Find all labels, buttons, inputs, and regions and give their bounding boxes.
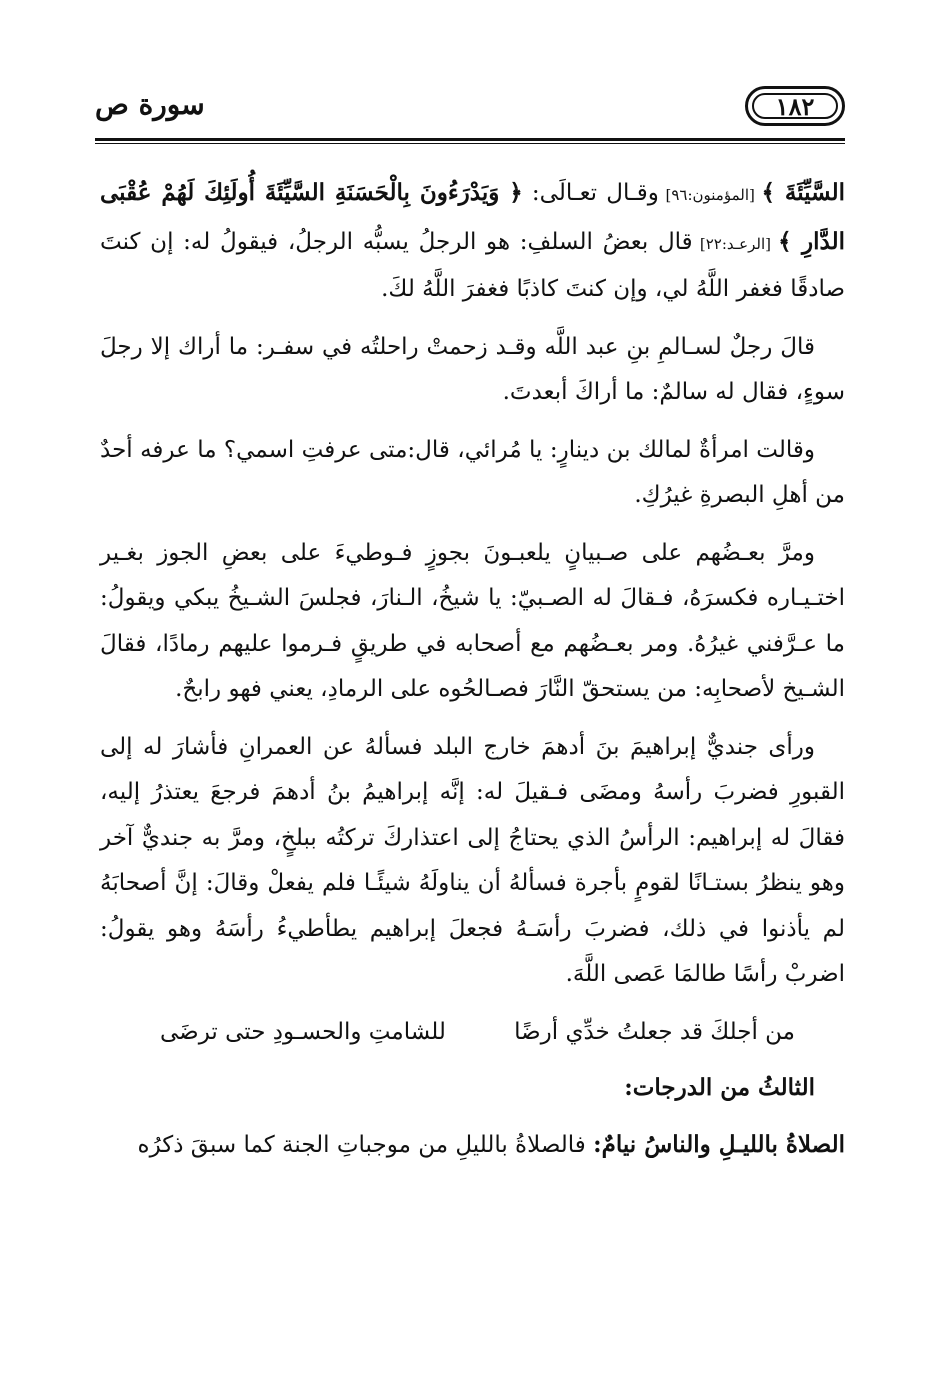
poetry-verse	[100, 1010, 845, 1055]
page-number-badge	[745, 86, 845, 126]
verse-reference: [المؤمنون:٩٦]	[658, 186, 762, 204]
paragraph-text: قال بعضُ السلفِ: هو الرجلُ يسبُّه الرجلُ، فيقولُ له: إن كنتَ صادقًا فغفر اللَّهُ لي، وإن كنتَ كاذبًا فغفرَ اللَّهُ لكَ.	[100, 228, 845, 302]
page-number: ١٨٢	[775, 91, 815, 121]
header-divider	[95, 138, 845, 141]
paragraph-text: وقـال تعـالَى:	[522, 180, 659, 206]
verse-second-hemistich: للشامتِ والحسـودِ حتى ترضَى	[160, 1018, 446, 1045]
paragraph-5	[100, 725, 845, 998]
section-heading: الثالثُ من الدرجات:	[624, 1073, 815, 1101]
surah-title: سورة ص	[95, 88, 205, 121]
paragraph-final	[100, 1122, 845, 1169]
paragraph-text: فالصلاةُ بالليلِ من موجباتِ الجنة كما سبقَ ذكرُه	[137, 1131, 594, 1158]
paragraph-text: ورأى جنديٌّ إبراهيمَ بنَ أدهمَ خارج البلد فسألهُ عن العمرانِ فأشارَ له إلى القبورِ فضربَ رأسهُ ومضَى فـقيلَ له: إنَّه إبراهيمُ بنُ أدهمَ فرجعَ يعتذرُ إليه، فقالَ له إبراهيم: الرأسُ الذي يحتاجُ إلى اعتذاركَ تركتُه ببلخٍ، ومرَّ به جنديٌّ آخر وهو ينظرُ بستـانًا لقومٍ بأجرة فسألهُ أن يناولَهُ شيئًـا فلم يفعلْ وقالَ: إنَّ أصحابَهُ لم يأذنوا في ذلك، فضربَ رأسَـهُ فجعلَ إبراهيم يطأطيءُ رأسَهُ وهو يقولُ: اضربْ رأسًا طالمَا عَصى اللَّهَ.	[100, 733, 845, 987]
paragraph-2	[100, 325, 845, 416]
quran-verse-end: السَّيِّئَةَ ﴾	[761, 179, 845, 206]
verse-first-hemistich: من أجلكَ قد جعلتُ خدِّي أرضًا	[514, 1018, 795, 1045]
paragraph-text: وقالت امرأةٌ لمالك بن دينارٍ: يا مُرائي، قال:متى عرفتِ اسمي؟ ما عرفه أحدٌ من أهلِ البصرةِ غيرُكِ.	[100, 436, 845, 508]
paragraph-4	[100, 531, 845, 713]
paragraph-lead: الصلاةُ بالليـلِ والناسُ نيامٌ:	[593, 1130, 845, 1158]
paragraph-3	[100, 428, 845, 519]
page-body	[100, 170, 845, 1180]
quran-verse: ﴿ وَيَدْرَءُونَ بِالْحَسَنَةِ السَّيِّئَةَ أُولَئِكَ لَهُمْ عُقْبَى الدَّارِ ﴾	[100, 179, 846, 255]
header-divider-thin	[95, 143, 845, 144]
paragraph-1	[100, 170, 845, 313]
verse-reference: [الرعـد:٢٢]	[692, 234, 779, 253]
paragraph-text: قالَ رجلٌ لسـالمِ بنِ عبد اللَّه وقـد زحمتْ راحلتُه في سفـر: ما أراك إلا رجلَ سوءٍ، فقال له سالمٌ: ما أراكَ أبعدتَ.	[100, 333, 845, 405]
page-header	[95, 80, 845, 144]
paragraph-text: ومرَّ بعـضُهم على صـبيانٍ يلعبـونَ بجوزٍ فـوطيءَ على بعضِ الجوز بغـير اختـيـاره فكسرَهُ، فـقالَ له الصـبيّ: يا شيخُ، الـنارَ، فجلسَ الشـيخُ يبكي ويقولُ: ما عـرَّفني غيرُهُ. ومر بعـضُهم مع أصحابه في طريقٍ فـرموا عليهم رمادًا، فقالَ الشـيخ لأصحابِه: من يستحقّ النَّارَ فصـالحُوه على الرمادِ، يعني فهو رابحٌ.	[100, 539, 845, 702]
